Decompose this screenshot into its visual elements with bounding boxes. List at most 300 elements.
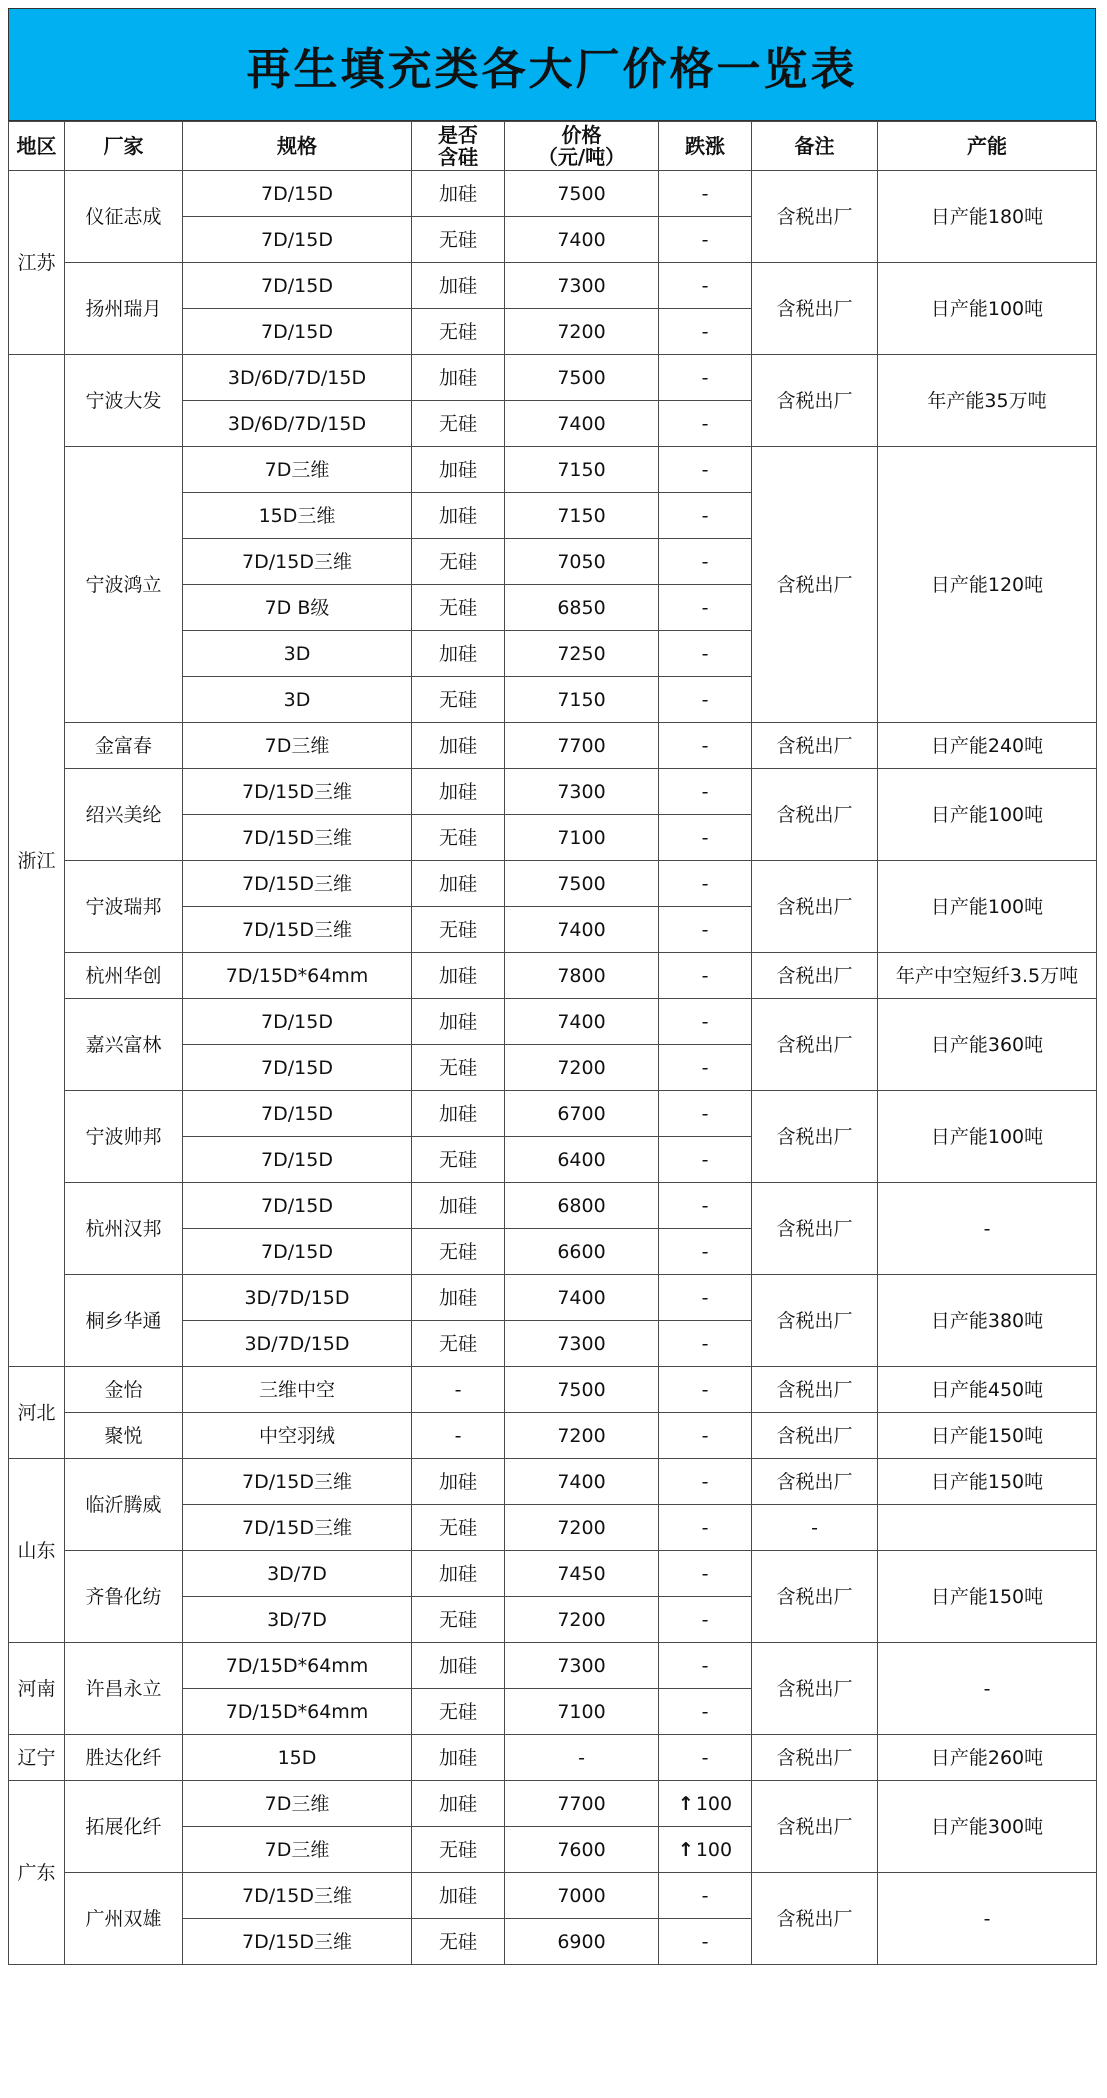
silicon-cell: 加硅 bbox=[412, 1643, 505, 1689]
change-cell bbox=[659, 1689, 752, 1735]
table-row bbox=[9, 723, 1097, 769]
change-cell bbox=[659, 1275, 752, 1321]
factory-cell: 仪征志成 bbox=[65, 171, 183, 263]
change-value: - bbox=[701, 918, 709, 941]
price-cell: 7100 bbox=[505, 1689, 659, 1735]
capacity-cell: 日产能380吨 bbox=[878, 1275, 1097, 1367]
price-cell: 7300 bbox=[505, 263, 659, 309]
table-row bbox=[9, 769, 1097, 815]
factory-cell: 扬州瑞月 bbox=[65, 263, 183, 355]
note-cell: 含税出厂 bbox=[752, 1091, 878, 1183]
factory-cell: 杭州华创 bbox=[65, 953, 183, 999]
silicon-cell: 加硅 bbox=[412, 263, 505, 309]
spec-cell: 7D/15D bbox=[183, 1045, 412, 1091]
change-cell bbox=[659, 861, 752, 907]
spec-cell: 7D/15D bbox=[183, 1091, 412, 1137]
price-cell: 7500 bbox=[505, 1367, 659, 1413]
note-cell: 含税出厂 bbox=[752, 1643, 878, 1735]
change-cell bbox=[659, 1459, 752, 1505]
change-cell bbox=[659, 1827, 752, 1873]
price-cell: 7200 bbox=[505, 1505, 659, 1551]
header-price-line1: 价格 bbox=[561, 123, 602, 147]
note-cell: 含税出厂 bbox=[752, 1551, 878, 1643]
spec-cell: 7D/15D*64mm bbox=[183, 1643, 412, 1689]
price-cell: 7400 bbox=[505, 1275, 659, 1321]
table-row bbox=[9, 1643, 1097, 1689]
silicon-cell: 加硅 bbox=[412, 861, 505, 907]
change-cell bbox=[659, 309, 752, 355]
note-cell: 含税出厂 bbox=[752, 1459, 878, 1505]
note-cell: 含税出厂 bbox=[752, 1413, 878, 1459]
factory-cell: 广州双雄 bbox=[65, 1873, 183, 1965]
change-cell bbox=[659, 263, 752, 309]
silicon-cell: 无硅 bbox=[412, 815, 505, 861]
change-cell bbox=[659, 953, 752, 999]
spec-cell: 7D/15D三维 bbox=[183, 815, 412, 861]
note-cell: 含税出厂 bbox=[752, 263, 878, 355]
region-cell: 广东 bbox=[9, 1781, 65, 1965]
header-row bbox=[9, 122, 1097, 171]
region-cell: 浙江 bbox=[9, 355, 65, 1367]
silicon-cell: 无硅 bbox=[412, 585, 505, 631]
change-value: - bbox=[701, 964, 709, 987]
silicon-cell: 加硅 bbox=[412, 1183, 505, 1229]
table-row bbox=[9, 1735, 1097, 1781]
price-cell: 7300 bbox=[505, 769, 659, 815]
table-row bbox=[9, 447, 1097, 493]
change-value: - bbox=[701, 1148, 709, 1171]
capacity-cell: 年产能35万吨 bbox=[878, 355, 1097, 447]
spec-cell: 7D/15D三维 bbox=[183, 1459, 412, 1505]
capacity-cell bbox=[878, 1505, 1097, 1551]
factory-cell: 聚悦 bbox=[65, 1413, 183, 1459]
spec-cell: 7D/15D bbox=[183, 309, 412, 355]
capacity-cell: 日产能240吨 bbox=[878, 723, 1097, 769]
change-value: - bbox=[701, 1930, 709, 1953]
capacity-cell: 日产能360吨 bbox=[878, 999, 1097, 1091]
silicon-cell: 加硅 bbox=[412, 1459, 505, 1505]
spec-cell: 3D/7D bbox=[183, 1597, 412, 1643]
silicon-cell: 加硅 bbox=[412, 1551, 505, 1597]
change-value: - bbox=[701, 1746, 709, 1769]
price-cell: 7150 bbox=[505, 493, 659, 539]
change-cell bbox=[659, 677, 752, 723]
silicon-cell: 无硅 bbox=[412, 401, 505, 447]
capacity-cell: 日产能260吨 bbox=[878, 1735, 1097, 1781]
capacity-cell: 日产能100吨 bbox=[878, 1091, 1097, 1183]
silicon-cell: 无硅 bbox=[412, 907, 505, 953]
silicon-cell: 无硅 bbox=[412, 217, 505, 263]
change-value: - bbox=[701, 1286, 709, 1309]
factory-cell: 宁波鸿立 bbox=[65, 447, 183, 723]
change-cell bbox=[659, 723, 752, 769]
silicon-cell: 加硅 bbox=[412, 631, 505, 677]
price-cell: 6700 bbox=[505, 1091, 659, 1137]
change-value: - bbox=[701, 412, 709, 435]
silicon-cell: 无硅 bbox=[412, 1689, 505, 1735]
table-row bbox=[9, 1551, 1097, 1597]
header-region: 地区 bbox=[9, 122, 65, 171]
change-cell bbox=[659, 1873, 752, 1919]
silicon-cell: 无硅 bbox=[412, 1597, 505, 1643]
spec-cell: 3D bbox=[183, 677, 412, 723]
spec-cell: 7D/15D三维 bbox=[183, 769, 412, 815]
note-cell: 含税出厂 bbox=[752, 447, 878, 723]
header-price-line2: （元/吨） bbox=[537, 145, 626, 169]
spec-cell: 7D三维 bbox=[183, 447, 412, 493]
price-cell: 7500 bbox=[505, 171, 659, 217]
change-value: - bbox=[701, 642, 709, 665]
region-cell: 辽宁 bbox=[9, 1735, 65, 1781]
price-cell: 6800 bbox=[505, 1183, 659, 1229]
table-row bbox=[9, 861, 1097, 907]
table-row bbox=[9, 1781, 1097, 1827]
price-cell: 7300 bbox=[505, 1321, 659, 1367]
change-cell bbox=[659, 171, 752, 217]
price-cell: 7400 bbox=[505, 907, 659, 953]
factory-cell: 临沂腾威 bbox=[65, 1459, 183, 1551]
silicon-cell: - bbox=[412, 1413, 505, 1459]
silicon-cell: 无硅 bbox=[412, 1229, 505, 1275]
note-cell: 含税出厂 bbox=[752, 999, 878, 1091]
change-value: - bbox=[701, 688, 709, 711]
table-row bbox=[9, 263, 1097, 309]
change-cell bbox=[659, 217, 752, 263]
price-cell: 7800 bbox=[505, 953, 659, 999]
silicon-cell: 加硅 bbox=[412, 171, 505, 217]
change-cell bbox=[659, 1781, 752, 1827]
price-cell: 7700 bbox=[505, 1781, 659, 1827]
change-cell bbox=[659, 355, 752, 401]
change-cell bbox=[659, 1229, 752, 1275]
price-cell: 7150 bbox=[505, 677, 659, 723]
change-cell bbox=[659, 1551, 752, 1597]
silicon-cell: 加硅 bbox=[412, 447, 505, 493]
price-cell: 7400 bbox=[505, 401, 659, 447]
change-value: - bbox=[701, 1332, 709, 1355]
spec-cell: 7D/15D bbox=[183, 263, 412, 309]
factory-cell: 齐鲁化纺 bbox=[65, 1551, 183, 1643]
change-value: - bbox=[701, 228, 709, 251]
region-cell: 山东 bbox=[9, 1459, 65, 1643]
change-value: - bbox=[701, 1516, 709, 1539]
spec-cell: 7D/15D bbox=[183, 999, 412, 1045]
silicon-cell: 无硅 bbox=[412, 539, 505, 585]
note-cell: 含税出厂 bbox=[752, 1275, 878, 1367]
header-silicon-line1: 是否 bbox=[438, 123, 478, 147]
silicon-cell: - bbox=[412, 1367, 505, 1413]
silicon-cell: 加硅 bbox=[412, 1735, 505, 1781]
price-cell: 7700 bbox=[505, 723, 659, 769]
table-row bbox=[9, 171, 1097, 217]
spec-cell: 7D B级 bbox=[183, 585, 412, 631]
spec-cell: 3D/7D/15D bbox=[183, 1321, 412, 1367]
silicon-cell: 加硅 bbox=[412, 1873, 505, 1919]
change-value: - bbox=[701, 872, 709, 895]
change-cell bbox=[659, 1735, 752, 1781]
silicon-cell: 加硅 bbox=[412, 355, 505, 401]
factory-cell: 宁波瑞邦 bbox=[65, 861, 183, 953]
page-title: 再生填充类各大厂价格一览表 bbox=[8, 8, 1096, 121]
spec-cell: 7D三维 bbox=[183, 1781, 412, 1827]
region-cell: 江苏 bbox=[9, 171, 65, 355]
spec-cell: 7D/15D bbox=[183, 1229, 412, 1275]
silicon-cell: 加硅 bbox=[412, 769, 505, 815]
price-cell: 7400 bbox=[505, 1459, 659, 1505]
change-cell bbox=[659, 1321, 752, 1367]
capacity-cell: 日产能100吨 bbox=[878, 861, 1097, 953]
silicon-cell: 加硅 bbox=[412, 493, 505, 539]
change-value: - bbox=[701, 182, 709, 205]
spec-cell: 7D/15D*64mm bbox=[183, 953, 412, 999]
change-value: - bbox=[701, 1102, 709, 1125]
change-cell bbox=[659, 1091, 752, 1137]
note-cell: 含税出厂 bbox=[752, 1183, 878, 1275]
price-table bbox=[8, 121, 1097, 1965]
factory-cell: 杭州汉邦 bbox=[65, 1183, 183, 1275]
change-cell bbox=[659, 1643, 752, 1689]
spec-cell: 3D bbox=[183, 631, 412, 677]
change-value: 100 bbox=[695, 1838, 733, 1861]
capacity-cell: 日产能450吨 bbox=[878, 1367, 1097, 1413]
factory-cell: 嘉兴富林 bbox=[65, 999, 183, 1091]
table-row bbox=[9, 1091, 1097, 1137]
change-cell bbox=[659, 1505, 752, 1551]
silicon-cell: 无硅 bbox=[412, 1045, 505, 1091]
arrow-up-icon: ↑ bbox=[677, 1838, 694, 1861]
spec-cell: 7D/15D bbox=[183, 1183, 412, 1229]
note-cell: 含税出厂 bbox=[752, 1781, 878, 1873]
price-cell: 7050 bbox=[505, 539, 659, 585]
spec-cell: 7D/15D三维 bbox=[183, 861, 412, 907]
factory-cell: 桐乡华通 bbox=[65, 1275, 183, 1367]
spec-cell: 7D/15D三维 bbox=[183, 539, 412, 585]
change-cell bbox=[659, 999, 752, 1045]
table-row bbox=[9, 953, 1097, 999]
price-cell: 6850 bbox=[505, 585, 659, 631]
change-value: 100 bbox=[695, 1792, 733, 1815]
price-cell: 7200 bbox=[505, 1597, 659, 1643]
capacity-cell: 日产能300吨 bbox=[878, 1781, 1097, 1873]
header-silicon-line2: 含硅 bbox=[438, 145, 478, 169]
price-cell: 7400 bbox=[505, 217, 659, 263]
arrow-up-icon: ↑ bbox=[677, 1792, 694, 1815]
spec-cell: 三维中空 bbox=[183, 1367, 412, 1413]
note-cell: 含税出厂 bbox=[752, 1735, 878, 1781]
spec-cell: 15D三维 bbox=[183, 493, 412, 539]
change-value: - bbox=[701, 1056, 709, 1079]
spec-cell: 7D三维 bbox=[183, 723, 412, 769]
table-row bbox=[9, 1413, 1097, 1459]
header-silicon bbox=[412, 122, 505, 171]
change-cell bbox=[659, 1413, 752, 1459]
change-value: - bbox=[701, 458, 709, 481]
change-value: - bbox=[701, 366, 709, 389]
region-cell: 河南 bbox=[9, 1643, 65, 1735]
change-cell bbox=[659, 631, 752, 677]
capacity-cell: 日产能100吨 bbox=[878, 263, 1097, 355]
factory-cell: 绍兴美纶 bbox=[65, 769, 183, 861]
table-row bbox=[9, 1459, 1097, 1505]
note-cell: 含税出厂 bbox=[752, 1367, 878, 1413]
header-spec: 规格 bbox=[183, 122, 412, 171]
note-cell: 含税出厂 bbox=[752, 171, 878, 263]
factory-cell: 金富春 bbox=[65, 723, 183, 769]
spec-cell: 7D/15D*64mm bbox=[183, 1689, 412, 1735]
capacity-cell: 日产能180吨 bbox=[878, 171, 1097, 263]
change-value: - bbox=[701, 596, 709, 619]
note-cell: 含税出厂 bbox=[752, 723, 878, 769]
price-cell: 7450 bbox=[505, 1551, 659, 1597]
change-value: - bbox=[701, 320, 709, 343]
silicon-cell: 无硅 bbox=[412, 1505, 505, 1551]
spec-cell: 7D/15D bbox=[183, 171, 412, 217]
change-value: - bbox=[701, 826, 709, 849]
price-cell: 7250 bbox=[505, 631, 659, 677]
table-row bbox=[9, 1873, 1097, 1919]
price-cell: 7150 bbox=[505, 447, 659, 493]
change-value: - bbox=[701, 1194, 709, 1217]
price-cell: 7300 bbox=[505, 1643, 659, 1689]
table-row bbox=[9, 999, 1097, 1045]
table-row bbox=[9, 1275, 1097, 1321]
header-capacity: 产能 bbox=[878, 122, 1097, 171]
price-cell: 7500 bbox=[505, 355, 659, 401]
change-value: - bbox=[701, 1378, 709, 1401]
silicon-cell: 无硅 bbox=[412, 1919, 505, 1965]
table-row bbox=[9, 1367, 1097, 1413]
region-cell: 河北 bbox=[9, 1367, 65, 1459]
spec-cell: 7D/15D三维 bbox=[183, 907, 412, 953]
change-cell bbox=[659, 447, 752, 493]
note-cell: 含税出厂 bbox=[752, 1873, 878, 1965]
silicon-cell: 无硅 bbox=[412, 309, 505, 355]
capacity-cell: - bbox=[878, 1873, 1097, 1965]
price-cell: 7400 bbox=[505, 999, 659, 1045]
note-cell: - bbox=[752, 1505, 878, 1551]
header-factory: 厂家 bbox=[65, 122, 183, 171]
factory-cell: 拓展化纤 bbox=[65, 1781, 183, 1873]
capacity-cell: 日产能100吨 bbox=[878, 769, 1097, 861]
silicon-cell: 加硅 bbox=[412, 1091, 505, 1137]
change-value: - bbox=[701, 734, 709, 757]
change-cell bbox=[659, 585, 752, 631]
price-cell: 6600 bbox=[505, 1229, 659, 1275]
price-cell: 7200 bbox=[505, 1413, 659, 1459]
change-cell bbox=[659, 769, 752, 815]
spec-cell: 7D/15D三维 bbox=[183, 1505, 412, 1551]
capacity-cell: - bbox=[878, 1183, 1097, 1275]
price-sheet bbox=[8, 8, 1096, 1965]
change-cell bbox=[659, 1045, 752, 1091]
capacity-cell: 日产能150吨 bbox=[878, 1551, 1097, 1643]
factory-cell: 胜达化纤 bbox=[65, 1735, 183, 1781]
change-value: - bbox=[701, 1700, 709, 1723]
change-value: - bbox=[701, 550, 709, 573]
change-value: - bbox=[701, 780, 709, 803]
note-cell: 含税出厂 bbox=[752, 861, 878, 953]
price-cell: 7000 bbox=[505, 1873, 659, 1919]
change-value: - bbox=[701, 1010, 709, 1033]
price-cell: 6400 bbox=[505, 1137, 659, 1183]
note-cell: 含税出厂 bbox=[752, 953, 878, 999]
spec-cell: 中空羽绒 bbox=[183, 1413, 412, 1459]
change-cell bbox=[659, 1137, 752, 1183]
change-value: - bbox=[701, 1654, 709, 1677]
change-value: - bbox=[701, 1562, 709, 1585]
spec-cell: 3D/7D/15D bbox=[183, 1275, 412, 1321]
table-row bbox=[9, 355, 1097, 401]
capacity-cell: 日产能120吨 bbox=[878, 447, 1097, 723]
spec-cell: 7D/15D bbox=[183, 217, 412, 263]
change-cell bbox=[659, 401, 752, 447]
price-cell: 7500 bbox=[505, 861, 659, 907]
change-cell bbox=[659, 815, 752, 861]
spec-cell: 3D/6D/7D/15D bbox=[183, 401, 412, 447]
change-value: - bbox=[701, 1470, 709, 1493]
change-value: - bbox=[701, 1240, 709, 1263]
change-value: - bbox=[701, 274, 709, 297]
change-cell bbox=[659, 1183, 752, 1229]
change-cell bbox=[659, 493, 752, 539]
price-cell: 7200 bbox=[505, 1045, 659, 1091]
spec-cell: 7D/15D三维 bbox=[183, 1873, 412, 1919]
note-cell: 含税出厂 bbox=[752, 355, 878, 447]
spec-cell: 7D/15D bbox=[183, 1137, 412, 1183]
factory-cell: 宁波大发 bbox=[65, 355, 183, 447]
silicon-cell: 无硅 bbox=[412, 1137, 505, 1183]
change-cell bbox=[659, 1597, 752, 1643]
silicon-cell: 无硅 bbox=[412, 677, 505, 723]
price-cell: - bbox=[505, 1735, 659, 1781]
silicon-cell: 加硅 bbox=[412, 1275, 505, 1321]
spec-cell: 3D/7D bbox=[183, 1551, 412, 1597]
price-cell: 7200 bbox=[505, 309, 659, 355]
table-row bbox=[9, 1183, 1097, 1229]
change-cell bbox=[659, 1367, 752, 1413]
spec-cell: 15D bbox=[183, 1735, 412, 1781]
header-change: 跌涨 bbox=[659, 122, 752, 171]
factory-cell: 宁波帅邦 bbox=[65, 1091, 183, 1183]
change-value: - bbox=[701, 1424, 709, 1447]
note-cell: 含税出厂 bbox=[752, 769, 878, 861]
factory-cell: 许昌永立 bbox=[65, 1643, 183, 1735]
silicon-cell: 加硅 bbox=[412, 1781, 505, 1827]
price-cell: 7100 bbox=[505, 815, 659, 861]
capacity-cell: 日产能150吨 bbox=[878, 1413, 1097, 1459]
capacity-cell: - bbox=[878, 1643, 1097, 1735]
change-cell bbox=[659, 1919, 752, 1965]
silicon-cell: 无硅 bbox=[412, 1321, 505, 1367]
spec-cell: 7D三维 bbox=[183, 1827, 412, 1873]
silicon-cell: 无硅 bbox=[412, 1827, 505, 1873]
silicon-cell: 加硅 bbox=[412, 999, 505, 1045]
capacity-cell: 日产能150吨 bbox=[878, 1459, 1097, 1505]
spec-cell: 3D/6D/7D/15D bbox=[183, 355, 412, 401]
price-cell: 7600 bbox=[505, 1827, 659, 1873]
header-note: 备注 bbox=[752, 122, 878, 171]
silicon-cell: 加硅 bbox=[412, 723, 505, 769]
capacity-cell: 年产中空短纤3.5万吨 bbox=[878, 953, 1097, 999]
header-price bbox=[505, 122, 659, 171]
table-body bbox=[9, 171, 1097, 1965]
silicon-cell: 加硅 bbox=[412, 953, 505, 999]
change-cell bbox=[659, 539, 752, 585]
change-value: - bbox=[701, 1608, 709, 1631]
change-cell bbox=[659, 907, 752, 953]
change-value: - bbox=[701, 1884, 709, 1907]
change-value: - bbox=[701, 504, 709, 527]
